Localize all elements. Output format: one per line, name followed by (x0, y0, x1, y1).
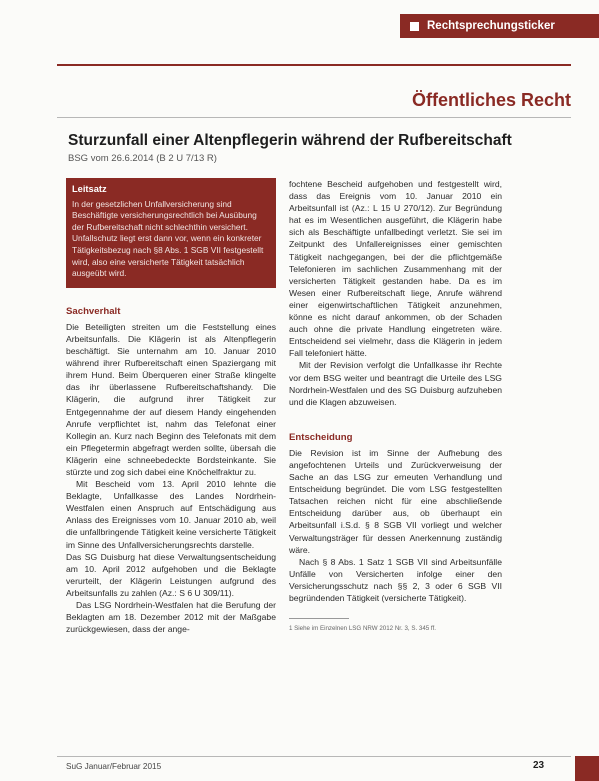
leitsatz-box (66, 178, 276, 288)
sachverhalt-paragraph-1: Die Beteiligten streiten um die Feststellung eines Arbeitsunfalls. Die Klägerin ist als Altenpflegerin beschäftigt. Sie unternahm am 10. Januar 2010 während ihrer Rufbereitschaft einen Spaziergang mit ihrem Hund. Beim Überqueren einer Straße klingelte das ihr überlassene Rufbereitschaftshandy. Die Klägerin, die aufgrund ihrer Tätigkeit zur Entgegennahme der auf diesem Handy eingehenden Anrufe verpflichtet ist, nahm das Telefonat einer Kollegin an. Kurz nach Beginn des Telefonats mit dem ein Pflegetermin abgefragt werden sollte, übersah die Klägerin eine schneebedeckte Bordsteinkante. Sie stürzte und zog sich dabei eine Knöchelfraktur zu. (66, 321, 276, 477)
section-rule (57, 117, 571, 118)
sachverhalt-paragraph-4: Das LSG Nordrhein-Westfalen hat die Berufung der Beklagten am 18. Dezember 2012 mit der Maßgabe zurückgewiesen, dass der ange- (66, 600, 276, 635)
article-title: Sturzunfall einer Altenpflegerin während der Rufbereitschaft (68, 132, 512, 149)
left-column (66, 178, 276, 635)
square-icon (410, 22, 419, 31)
rubric-label: Rechtsprechungsticker (427, 20, 555, 32)
footer-rule (57, 756, 571, 757)
footnote: 1 Siehe im Einzelnen LSG NRW 2012 Nr. 3, S. 345 ff. (289, 625, 436, 633)
entscheidung-paragraph-2: Nach § 8 Abs. 1 Satz 1 SGB VII sind Arbeitsunfälle Unfälle von Versicherten infolge einer den Versicherungsschutz nach §§ 2, 3 oder 6 SGB VII begründenden Tätigkeit (versicherte Tätigkeit). (289, 556, 502, 603)
journal-issue: SuG Januar/Februar 2015 (66, 762, 162, 771)
page-number: 23 (533, 760, 545, 771)
right-column (289, 178, 502, 635)
entscheidung-paragraph-1: Die Revision ist im Sinne der Aufhebung des angefochtenen Urteils und Zurückverweisung der Sache an das LSG zur erneuten Verhandlung und Entscheidung begründet. Die vom LSG festgestellten Tatsachen reichen nicht für eine abschließende Entscheidung darüber aus, ob überhaupt ein Arbeitsunfall i.S.d. § 8 SGB VII vorliegt und welcher Verwaltungsträger für dessen Anerkennung zuständig wäre. (289, 447, 502, 555)
right-paragraph-1: fochtene Bescheid aufgehoben und festgestellt wird, dass das Ereignis vom 10. Januar 2010 ein Arbeitsunfall ist (Az.: L 15 U 270/12). Zur Begründung hat es im Wesentlichen ausgeführt, die Klägerin habe sich als Beschäftigte unfallbedingt verletzt. Sie sei im Zeitpunkt des Unfallereignisses einer gemischten Tätigkeit nachgegangen, bei der die pflichtgemäße Telefonieren im sachlichen Zusammenhang mit der versicherten Tätigkeit gestanden habe. Da es im Wesen einer Rufbereitschaft liege, Anrufe während einer eigenwirtschaftlichen Tätigkeit anzunehmen, könne es nicht darauf ankommen, ob der Schaden auch ohne die private Handlung eingetreten wäre. Entscheidend sei vielmehr, dass die Klägerin in jedem Fall telefoniert hätte. (289, 179, 502, 359)
top-rule (57, 64, 571, 66)
sachverhalt-paragraph-3: Das SG Duisburg hat diese Verwaltungsentscheidung am 10. April 2012 aufgehoben und die Beklagte verurteilt, der Klägerin Leistungen aufgrund des Arbeitsunfalls zu zahlen (Az.: S 6 U 309/11). (66, 551, 276, 598)
leitsatz-text: In der gesetzlichen Unfallversicherung sind Beschäftigte versicherungsrechtlich bei Ausübung der Rufbereitschaft nicht schlechthin versichert. Unfallschutz liegt erst dann vor, wenn ein konkreter Tätigkeitsbezug nach §8 Abs. 1 SGB VII festgestellt wird, also eine versicherte Tätigkeit tatsächlich ausgeübt wird. (72, 198, 264, 279)
right-paragraph-2: Mit der Revision verfolgt die Unfallkasse ihr Rechte vor dem BSG weiter und beantragt die Urteile des LSG Nordrhein-Westfalen und des SG Duisburg aufzuheben und die Klagen abzuweisen. (289, 360, 502, 407)
sachverhalt-paragraph-2: Mit Bescheid vom 13. April 2010 lehnte die Beklagte, Unfallkasse des Landes Nordrhein-Westfalen einen Anspruch auf Entschädigung aus Anlass des Ereignisses vom 10. Januar 2010 ab, weil die unfallbringende Tätigkeit keine versicherte Tätigkeit im Sinne des Unfallversicherungsrechts darstelle. (66, 479, 276, 550)
article-citation: BSG vom 26.6.2014 (B 2 U 7/13 R) (68, 153, 217, 164)
rubric-tag (400, 14, 599, 38)
sachverhalt-heading: Sachverhalt (66, 305, 121, 317)
leitsatz-label: Leitsatz (72, 184, 107, 194)
corner-block (575, 756, 599, 781)
entscheidung-heading: Entscheidung (289, 431, 353, 443)
footnote-rule (289, 618, 349, 619)
section-title: Öffentliches Recht (411, 90, 571, 110)
